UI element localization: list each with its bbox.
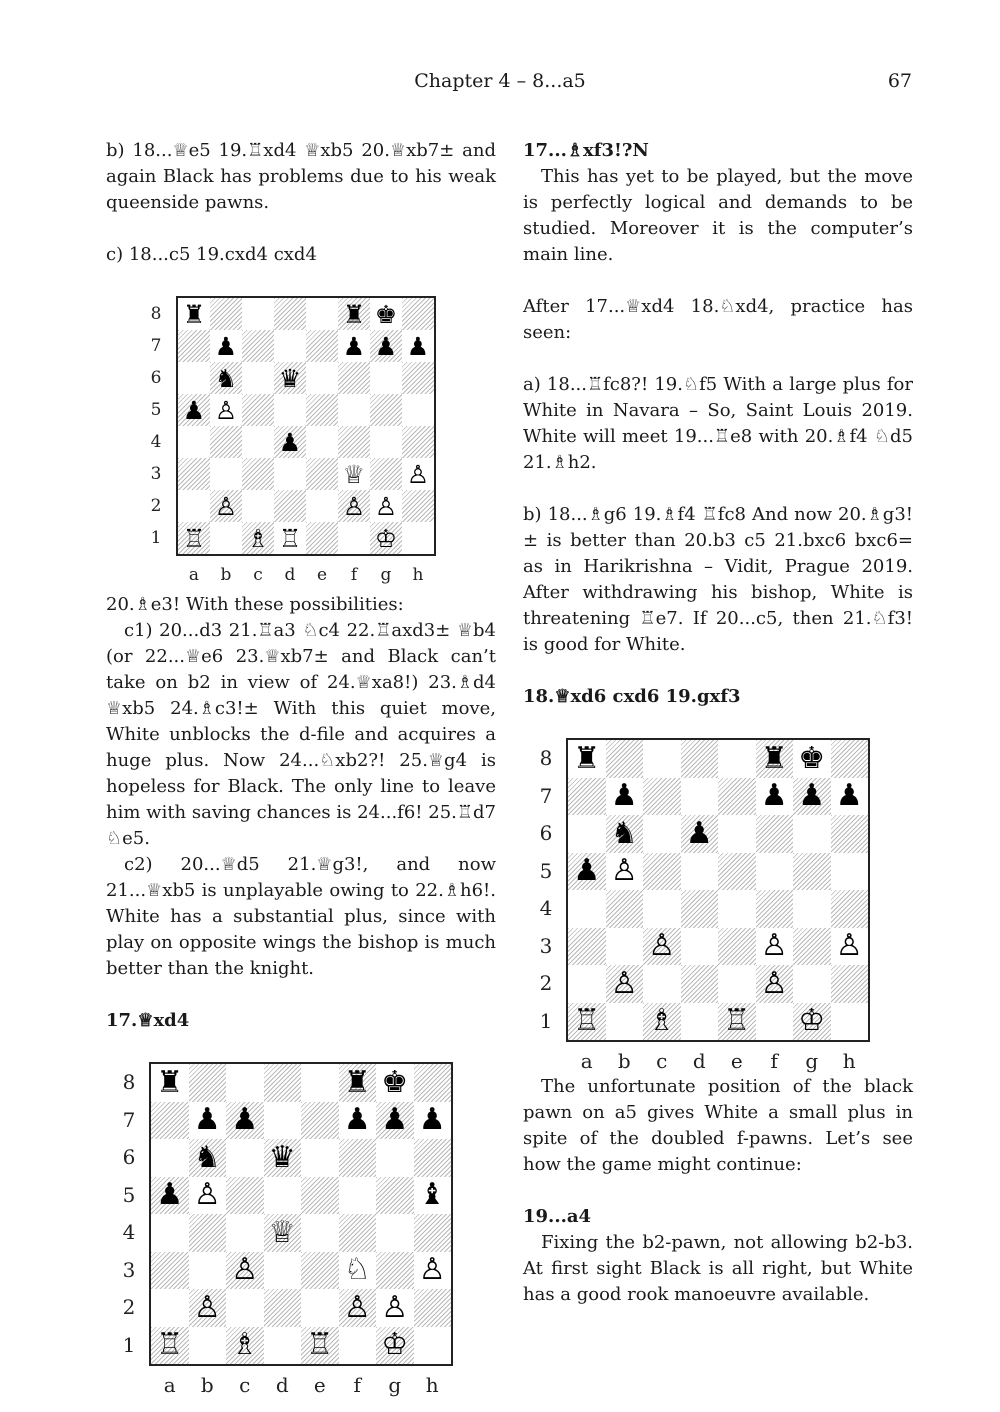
right-column bbox=[523, 138, 913, 1308]
chess-piece-g7: ♟ bbox=[798, 778, 826, 814]
board-square bbox=[264, 1327, 302, 1365]
board-square bbox=[681, 1003, 719, 1041]
chess-piece-d6: ♛ bbox=[268, 1139, 296, 1175]
chess-piece-h5: ♝ bbox=[418, 1177, 446, 1213]
board-square bbox=[306, 426, 338, 458]
board-square bbox=[718, 815, 756, 853]
file-label: f bbox=[353, 1373, 361, 1397]
board-square bbox=[306, 362, 338, 394]
chess-piece-b5: ♙ bbox=[193, 1177, 221, 1213]
board-square bbox=[301, 1214, 339, 1252]
rank-label: 4 bbox=[539, 896, 553, 920]
board-square bbox=[339, 1327, 377, 1365]
board-square bbox=[339, 1214, 377, 1252]
board-square bbox=[793, 928, 831, 966]
board-square bbox=[414, 1289, 452, 1327]
board-square bbox=[178, 362, 210, 394]
chess-piece-f8: ♜ bbox=[342, 299, 366, 329]
chess-piece-g1: ♔ bbox=[374, 523, 398, 553]
left-column bbox=[106, 138, 496, 1397]
chess-piece-d1: ♖ bbox=[278, 523, 302, 553]
file-label: g bbox=[388, 1373, 402, 1397]
chess-piece-b2: ♙ bbox=[610, 965, 638, 1001]
board-square bbox=[264, 1252, 302, 1290]
chapter-title: Chapter 4 – 8...a5 bbox=[414, 70, 586, 92]
board-square bbox=[414, 1064, 452, 1102]
board-square bbox=[681, 890, 719, 928]
chess-piece-h3: ♙ bbox=[835, 928, 863, 964]
board-square bbox=[414, 1214, 452, 1252]
board-square bbox=[301, 1289, 339, 1327]
paragraph-line-b-right: b) 18...♗g6 19.♗f4 ♖fc8 And now 20.♗g3!± is better than 20.b3 c5 21.bxc6 bxc6= as in Harikrishna – Vidit, Prague 2019. After withdrawing his bishop, White is threatening ♖e7. If 20...c5, then 21.♘f3! is good for White. bbox=[523, 504, 913, 655]
board-square bbox=[151, 1139, 189, 1177]
chess-piece-a1: ♖ bbox=[573, 1003, 601, 1039]
file-label: a bbox=[188, 565, 200, 585]
board-square bbox=[274, 330, 306, 362]
rank-label: 6 bbox=[122, 1145, 136, 1169]
chess-piece-f3: ♕ bbox=[342, 459, 366, 489]
board-square bbox=[718, 740, 756, 778]
board-square bbox=[831, 965, 869, 1003]
chess-piece-a5: ♟ bbox=[156, 1177, 184, 1213]
board-square bbox=[643, 853, 681, 891]
chess-piece-e1: ♖ bbox=[723, 1003, 751, 1039]
rank-label: 3 bbox=[150, 464, 162, 484]
board-square bbox=[831, 815, 869, 853]
file-label: e bbox=[730, 1049, 743, 1073]
chess-piece-g7: ♟ bbox=[374, 331, 398, 361]
chess-piece-g8: ♚ bbox=[798, 740, 826, 776]
file-label: b bbox=[220, 565, 232, 585]
board-square bbox=[151, 1214, 189, 1252]
chess-piece-g8: ♚ bbox=[381, 1064, 409, 1100]
board-square bbox=[402, 426, 434, 458]
chess-piece-h7: ♟ bbox=[418, 1102, 446, 1138]
chess-piece-c7: ♟ bbox=[231, 1102, 259, 1138]
chess-piece-a1: ♖ bbox=[182, 523, 206, 553]
rank-label: 5 bbox=[122, 1182, 136, 1207]
board-square bbox=[151, 1289, 189, 1327]
chess-piece-f3: ♙ bbox=[760, 928, 788, 964]
board-square bbox=[681, 928, 719, 966]
file-label: g bbox=[380, 565, 392, 585]
board-square bbox=[370, 394, 402, 426]
board-square bbox=[370, 458, 402, 490]
board-square bbox=[306, 490, 338, 522]
file-label: d bbox=[275, 1373, 289, 1397]
rank-label: 6 bbox=[150, 368, 162, 388]
board-square bbox=[226, 1214, 264, 1252]
file-label: e bbox=[316, 565, 328, 585]
rank-label: 7 bbox=[122, 1107, 136, 1132]
board-square bbox=[756, 1003, 794, 1041]
board-square bbox=[306, 298, 338, 330]
file-label: g bbox=[805, 1049, 819, 1073]
file-label: b bbox=[617, 1049, 631, 1073]
board-square bbox=[414, 1139, 452, 1177]
board-square bbox=[274, 298, 306, 330]
diagram-container bbox=[523, 724, 913, 1074]
running-header bbox=[0, 70, 1000, 100]
board-square bbox=[189, 1214, 227, 1252]
board-square bbox=[338, 522, 370, 554]
chess-piece-f2: ♙ bbox=[343, 1289, 371, 1325]
chess-piece-f7: ♟ bbox=[343, 1102, 371, 1138]
board-square bbox=[226, 1289, 264, 1327]
chess-piece-g1: ♔ bbox=[381, 1327, 409, 1363]
chess-piece-a8: ♜ bbox=[182, 299, 206, 329]
board-square bbox=[831, 853, 869, 891]
board-square bbox=[402, 394, 434, 426]
file-label: h bbox=[842, 1049, 856, 1073]
board-square bbox=[370, 426, 402, 458]
paragraph-line-a: a) 18...♖fc8?! 19.♘f5 With a large plus for White in Navara – So, Saint Louis 2019. White will meet 19...♖e8 with 20.♗f4 ♘d5 21.♗h2. bbox=[523, 374, 913, 473]
board-square bbox=[189, 1327, 227, 1365]
board-square bbox=[210, 426, 242, 458]
board-square bbox=[643, 890, 681, 928]
board-square bbox=[643, 965, 681, 1003]
board-square bbox=[606, 740, 644, 778]
chess-piece-d6: ♛ bbox=[278, 363, 302, 393]
chess-piece-h3: ♙ bbox=[418, 1252, 446, 1288]
board-square bbox=[210, 298, 242, 330]
file-label: d bbox=[284, 565, 296, 585]
paragraph-be3: 20.♗e3! With these possibilities: bbox=[106, 594, 404, 615]
chess-piece-b6: ♞ bbox=[193, 1139, 221, 1175]
board-square bbox=[339, 1139, 377, 1177]
board-square bbox=[178, 490, 210, 522]
board-square bbox=[402, 298, 434, 330]
board-square bbox=[301, 1177, 339, 1215]
board-square bbox=[681, 853, 719, 891]
board-square bbox=[274, 458, 306, 490]
chess-piece-d6: ♟ bbox=[685, 815, 713, 851]
board-square bbox=[210, 458, 242, 490]
board-square bbox=[793, 890, 831, 928]
board-square bbox=[568, 815, 606, 853]
chess-piece-f7: ♟ bbox=[760, 778, 788, 814]
paragraph-c2: c2) 20...♕d5 21.♕g3!, and now 21...♕xb5 is unplayable owing to 22.♗h6!. White has a substantial plus, since with play on opposite wings the bishop is much better than the knight. bbox=[106, 854, 496, 979]
rank-label: 1 bbox=[539, 1008, 553, 1033]
board-square bbox=[338, 362, 370, 394]
rank-label: 3 bbox=[539, 933, 553, 958]
board-square bbox=[756, 890, 794, 928]
board-square bbox=[414, 1327, 452, 1365]
chess-piece-f8: ♜ bbox=[343, 1064, 371, 1100]
board-square bbox=[178, 426, 210, 458]
rank-label: 4 bbox=[122, 1220, 136, 1244]
paragraph-fixing: Fixing the b2-pawn, not allowing b2-b3. At first sight Black is all right, but White has a good rook manoeuvre available. bbox=[523, 1232, 913, 1305]
diagram-container bbox=[106, 1048, 496, 1397]
board-square bbox=[793, 815, 831, 853]
board-square bbox=[242, 458, 274, 490]
paragraph-computer-line: This has yet to be played, but the move is perfectly logical and demands to be studied. Moreover it is the computer’s main line. bbox=[523, 166, 913, 265]
board-square bbox=[756, 853, 794, 891]
rank-label: 7 bbox=[150, 336, 162, 356]
chess-piece-c1: ♗ bbox=[246, 523, 270, 553]
board-square bbox=[568, 965, 606, 1003]
board-square bbox=[718, 778, 756, 816]
board-square bbox=[831, 890, 869, 928]
chess-piece-d4: ♟ bbox=[278, 427, 302, 457]
chess-piece-c1: ♗ bbox=[231, 1327, 259, 1363]
chess-piece-a5: ♟ bbox=[182, 395, 206, 425]
board-square bbox=[242, 330, 274, 362]
board-square bbox=[376, 1252, 414, 1290]
board-square bbox=[274, 490, 306, 522]
board-square bbox=[718, 965, 756, 1003]
move-heading-19-a4: 19...a4 bbox=[523, 1206, 592, 1227]
chess-diagram bbox=[149, 1062, 453, 1366]
file-label: e bbox=[313, 1373, 326, 1397]
board-square bbox=[338, 394, 370, 426]
chess-piece-c3: ♙ bbox=[648, 928, 676, 964]
board-square bbox=[643, 815, 681, 853]
chess-piece-b7: ♟ bbox=[193, 1102, 221, 1138]
board-square bbox=[151, 1102, 189, 1140]
chess-piece-g2: ♙ bbox=[381, 1289, 409, 1325]
board-square bbox=[301, 1064, 339, 1102]
rank-label: 8 bbox=[150, 304, 162, 324]
file-label: b bbox=[200, 1373, 214, 1397]
chess-piece-b7: ♟ bbox=[610, 778, 638, 814]
move-heading-17-bxf3: 17...♗xf3!?N bbox=[523, 140, 649, 161]
paragraph-unfortunate: The unfortunate position of the black pawn on a5 gives White a small plus in spite of the doubled f-pawns. Let’s see how the game might continue: bbox=[523, 1076, 913, 1175]
board-square bbox=[643, 740, 681, 778]
chess-piece-a8: ♜ bbox=[573, 740, 601, 776]
file-label: c bbox=[253, 565, 263, 585]
chess-piece-h7: ♟ bbox=[406, 331, 430, 361]
move-heading-18-qxd6: 18.♕xd6 cxd6 19.gxf3 bbox=[523, 686, 741, 707]
file-label: h bbox=[425, 1373, 439, 1397]
board-square bbox=[306, 458, 338, 490]
chess-diagram bbox=[176, 296, 436, 556]
paragraph-line-b: b) 18...♕e5 19.♖xd4 ♕xb5 20.♕xb7± and again Black has problems due to his weak queenside pawns. bbox=[106, 140, 496, 213]
board-square bbox=[339, 1177, 377, 1215]
chess-piece-e1: ♖ bbox=[306, 1327, 334, 1363]
rank-label: 1 bbox=[122, 1332, 136, 1357]
board-square bbox=[264, 1177, 302, 1215]
board-square bbox=[681, 965, 719, 1003]
chess-piece-a8: ♜ bbox=[156, 1064, 184, 1100]
chess-piece-f3: ♘ bbox=[343, 1252, 371, 1288]
rank-label: 7 bbox=[539, 783, 553, 808]
rank-label: 5 bbox=[150, 400, 162, 420]
chess-piece-g7: ♟ bbox=[381, 1102, 409, 1138]
board-square bbox=[606, 890, 644, 928]
board-square bbox=[718, 853, 756, 891]
board-square bbox=[376, 1139, 414, 1177]
board-square bbox=[681, 778, 719, 816]
chess-piece-a1: ♖ bbox=[156, 1327, 184, 1363]
chess-piece-b2: ♙ bbox=[193, 1289, 221, 1325]
board-square bbox=[242, 298, 274, 330]
board-square bbox=[568, 928, 606, 966]
board-square bbox=[756, 815, 794, 853]
board-square bbox=[226, 1064, 264, 1102]
chess-piece-b7: ♟ bbox=[214, 331, 238, 361]
board-square bbox=[793, 965, 831, 1003]
board-square bbox=[306, 330, 338, 362]
board-square bbox=[301, 1252, 339, 1290]
board-square bbox=[793, 853, 831, 891]
chess-diagram bbox=[566, 738, 870, 1042]
board-square bbox=[264, 1102, 302, 1140]
chess-piece-a5: ♟ bbox=[573, 853, 601, 889]
board-square bbox=[402, 362, 434, 394]
chess-piece-f8: ♜ bbox=[760, 740, 788, 776]
board-square bbox=[301, 1139, 339, 1177]
board-square bbox=[210, 522, 242, 554]
board-square bbox=[226, 1139, 264, 1177]
chess-piece-b6: ♞ bbox=[610, 815, 638, 851]
chess-piece-g2: ♙ bbox=[374, 491, 398, 521]
file-label: f bbox=[350, 565, 358, 585]
chess-piece-g1: ♔ bbox=[798, 1003, 826, 1039]
chess-piece-c3: ♙ bbox=[231, 1252, 259, 1288]
file-label: c bbox=[239, 1373, 251, 1397]
board-square bbox=[242, 394, 274, 426]
board-square bbox=[274, 394, 306, 426]
rank-label: 8 bbox=[122, 1070, 136, 1094]
file-label: a bbox=[580, 1049, 593, 1073]
rank-label: 2 bbox=[150, 496, 162, 516]
rank-label: 5 bbox=[539, 858, 553, 883]
board-square bbox=[178, 458, 210, 490]
board-square bbox=[264, 1289, 302, 1327]
rank-label: 8 bbox=[539, 746, 553, 770]
board-square bbox=[402, 522, 434, 554]
board-square bbox=[242, 362, 274, 394]
board-square bbox=[226, 1177, 264, 1215]
rank-label: 3 bbox=[122, 1257, 136, 1282]
chess-piece-h7: ♟ bbox=[835, 778, 863, 814]
file-label: f bbox=[770, 1049, 778, 1073]
board-square bbox=[718, 890, 756, 928]
board-square bbox=[606, 1003, 644, 1041]
file-label: h bbox=[412, 565, 424, 585]
chess-piece-c1: ♗ bbox=[648, 1003, 676, 1039]
board-square bbox=[568, 778, 606, 816]
board-square bbox=[831, 1003, 869, 1041]
board-square bbox=[264, 1064, 302, 1102]
board-square bbox=[338, 426, 370, 458]
board-square bbox=[376, 1214, 414, 1252]
chess-piece-b5: ♙ bbox=[610, 853, 638, 889]
file-label: d bbox=[692, 1049, 706, 1073]
chess-piece-b6: ♞ bbox=[214, 363, 238, 393]
board-square bbox=[681, 740, 719, 778]
chess-piece-b5: ♙ bbox=[214, 395, 238, 425]
paragraph-practice: After 17...♕xd4 18.♘xd4, practice has seen: bbox=[523, 296, 913, 343]
rank-label: 1 bbox=[150, 528, 162, 548]
file-label: a bbox=[163, 1373, 176, 1397]
board-square bbox=[178, 330, 210, 362]
board-square bbox=[643, 778, 681, 816]
board-square bbox=[301, 1102, 339, 1140]
chess-piece-b2: ♙ bbox=[214, 491, 238, 521]
paragraph-c1: c1) 20...d3 21.♖a3 ♘c4 22.♖axd3± ♕b4 (or 22...♕e6 23.♕xb7± and Black can’t take on b2 in view of 24.♕xa8!) 23.♗d4 ♕xb5 24.♗c3!± With this quiet move, White unblocks the d-file and acquires a huge plus. Now 24...♘xb2?! 25.♕g4 is hopeless for Black. The only line to leave him with saving chances is 24...f6! 25.♖d7 ♘e5. bbox=[106, 620, 496, 849]
board-square bbox=[151, 1252, 189, 1290]
paragraph-line-c: c) 18...c5 19.cxd4 cxd4 bbox=[106, 244, 317, 265]
board-square bbox=[189, 1064, 227, 1102]
diagram-container bbox=[106, 282, 496, 592]
rank-label: 2 bbox=[539, 971, 553, 995]
board-square bbox=[831, 740, 869, 778]
chess-piece-f2: ♙ bbox=[760, 965, 788, 1001]
board-square bbox=[370, 362, 402, 394]
chess-piece-f2: ♙ bbox=[342, 491, 366, 521]
board-square bbox=[242, 426, 274, 458]
rank-label: 4 bbox=[150, 432, 162, 452]
board-square bbox=[306, 522, 338, 554]
chess-piece-g8: ♚ bbox=[374, 299, 398, 329]
board-square bbox=[306, 394, 338, 426]
chess-piece-h3: ♙ bbox=[406, 459, 430, 489]
page-number: 67 bbox=[887, 70, 912, 92]
chess-piece-d4: ♕ bbox=[268, 1214, 296, 1250]
board-square bbox=[718, 928, 756, 966]
chess-piece-f7: ♟ bbox=[342, 331, 366, 361]
rank-label: 2 bbox=[122, 1295, 136, 1319]
board-square bbox=[402, 490, 434, 522]
board-square bbox=[189, 1252, 227, 1290]
board-square bbox=[242, 490, 274, 522]
file-label: c bbox=[656, 1049, 668, 1073]
board-square bbox=[568, 890, 606, 928]
move-heading-17-qxd4: 17.♕xd4 bbox=[106, 1010, 190, 1031]
board-square bbox=[606, 928, 644, 966]
board-square bbox=[376, 1177, 414, 1215]
rank-label: 6 bbox=[539, 821, 553, 845]
